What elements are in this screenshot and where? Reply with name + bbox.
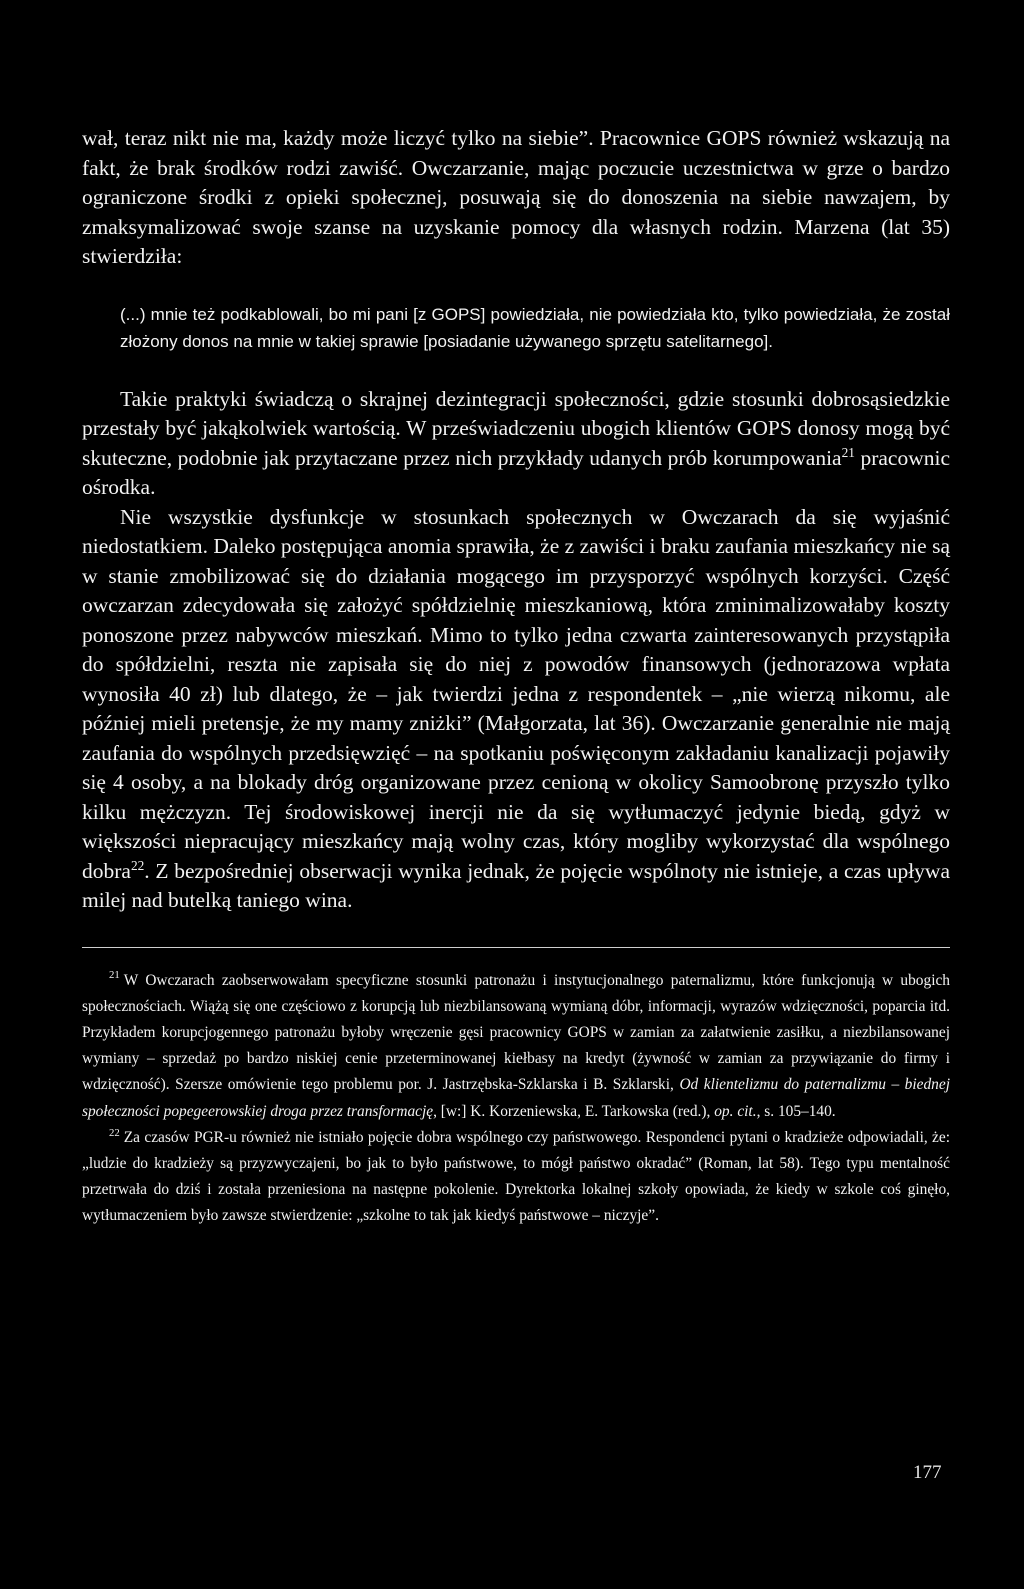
footnote-21-opcit: op. cit. <box>714 1102 757 1120</box>
footnote-22-text: Za czasów PGR-u również nie istniało pojęcie dobra wspólnego czy państwowego. Respondenci pytani o kradzieże odpowiadali, że: „ludzie do kradzieży są przyzwyczajeni, bo jak to było państwowe, to mógł państwo okradać” (Roman, lat 58). Tego typu mentalność przetrwała do dziś i została przeniesiona na następne pokolenie. Dyrektorka lokalnej szkoły opowiada, że kiedy w szkole coś ginęło, wytłumaczeniem było zawsze stwierdzenie: „szkolne to tak jak kiedyś państwowe – niczyje”. <box>82 1128 950 1225</box>
footnote-divider <box>82 947 950 948</box>
footnote-22 <box>82 1125 950 1230</box>
footnote-22-number: 22 <box>109 1126 120 1139</box>
paragraph-2 <box>82 385 950 503</box>
footnote-ref-21[interactable]: 21 <box>841 444 855 460</box>
footnotes <box>82 968 950 1230</box>
footnote-21 <box>82 968 950 1125</box>
paragraph-3-text: Nie wszystkie dysfunkcje w stosunkach społecznych w Owczarach da się wyjaśnić niedostatkiem. Daleko postępująca anomia sprawiła, że z zawiści i braku zaufania mieszkańcy nie są w stanie zmobilizować się do działania mogącego im przysporzyć wspólnych korzyści. Część owczarzan zdecydowała się założyć spółdzielnię mieszkaniową, która zminimalizowałaby koszty ponoszone przez nabywców mieszkań. Mimo to tylko jedna czwarta zainteresowanych przystąpiła do spółdzielni, reszta nie zapisała się do niej z powodów finansowych (jednorazowa wpłata wynosiła 40 zł) lub dlatego, że – jak twierdzi jedna z respondentek – „nie wierzą nikomu, ale później mieli pretensje, że my mamy zniżki” (Małgorzata, lat 36). Owczarzanie generalnie nie mają zaufania do wspólnych przedsięwzięć – na spotkaniu poświęconym zakładaniu kanalizacji pojawiły się 4 osoby, a na blokady dróg organizowane przez cenioną w okolicy Samoobronę przyszło tylko kilku mężczyzn. Tej środowiskowej inercji nie da się wytłumaczyć jedynie biedą, gdyż w większości niepracujący mieszkańcy mają wolny czas, który mogliby wykorzystać dla wspólnego dobra <box>82 504 950 883</box>
page-content <box>82 124 950 1230</box>
footnote-ref-22[interactable]: 22 <box>130 857 145 873</box>
paragraph-2-text: Takie praktyki świadczą o skrajnej dezintegracji społeczności, gdzie stosunki dobrosąsiedzkie przestały być jakąkolwiek wartością. W przeświadczeniu ubogich klientów GOPS donosy mogą być skuteczne, podobnie jak przytaczane przez nich przykłady udanych prób korumpowania <box>82 386 950 470</box>
page-number: 177 <box>913 1462 942 1483</box>
paragraph-2-tail: pracownic ośrodka. <box>82 445 950 499</box>
paragraph-3-tail: . Z bezpośredniej obserwacji wynika jednak, że pojęcie wspólnoty nie istnieje, a czas upływa milej nad butelką taniego wina. <box>82 858 950 912</box>
block-quote-text: (...) mnie też podkablowali, bo mi pani [z GOPS] powiedziała, nie powiedziała kto, tylko powiedziała, że został złożony donos na mnie w takiej sprawie [posiadanie używanego sprzętu satelitarnego]. <box>120 304 950 351</box>
footnote-21-text: W Owczarach zaobserwowałam specyficzne stosunki patronażu i instytucjonalnego paternalizmu, które funkcjonują w ubogich społecznościach. Wiążą się one częściowo z korupcją lub niezbilansowaną wymianą dóbr, informacji, wyrazów wdzięczności, poparcia itd. Przykładem korupcjogennego patronażu byłoby wręczenie gęsi pracownicy GOPS w zamian za załatwienie zasiłku, a niezbilansowanej wymiany – sprzedaż po bardzo niskiej cenie przeterminowanej kiełbasy na kredyt (żywność w zamian za przywiązanie do firmy i wdzięczność). Szersze omówienie tego problemu por. J. Jastrzębska-Szklarska i B. Szklarski, <box>82 971 950 1094</box>
footnote-21-title: Od klientelizmu do paternalizmu – biednej społeczności popegeerowskiej droga przez transformację <box>82 1076 950 1120</box>
paragraph-1 <box>82 124 950 272</box>
paragraph-1-text: wał, teraz nikt nie ma, każdy może liczyć tylko na siebie”. Pracownice GOPS również wskazują na fakt, że brak środków rodzi zawiść. Owczarzanie, mając poczucie uczestnictwa w grze o bardzo ograniczone środki z opieki społecznej, posuwają się do donoszenia na siebie nawzajem, by zmaksymalizować swoje szanse na uzyskanie pomocy dla własnych rodzin. Marzena (lat 35) stwierdziła: <box>82 126 950 268</box>
footnote-21-mid: , [w:] K. Korzeniewska, E. Tarkowska (red.), <box>433 1102 715 1120</box>
paragraph-3 <box>82 503 950 916</box>
footnote-21-end: , s. 105–140. <box>756 1102 836 1120</box>
block-quote <box>120 301 950 355</box>
footnote-21-number: 21 <box>109 969 120 982</box>
